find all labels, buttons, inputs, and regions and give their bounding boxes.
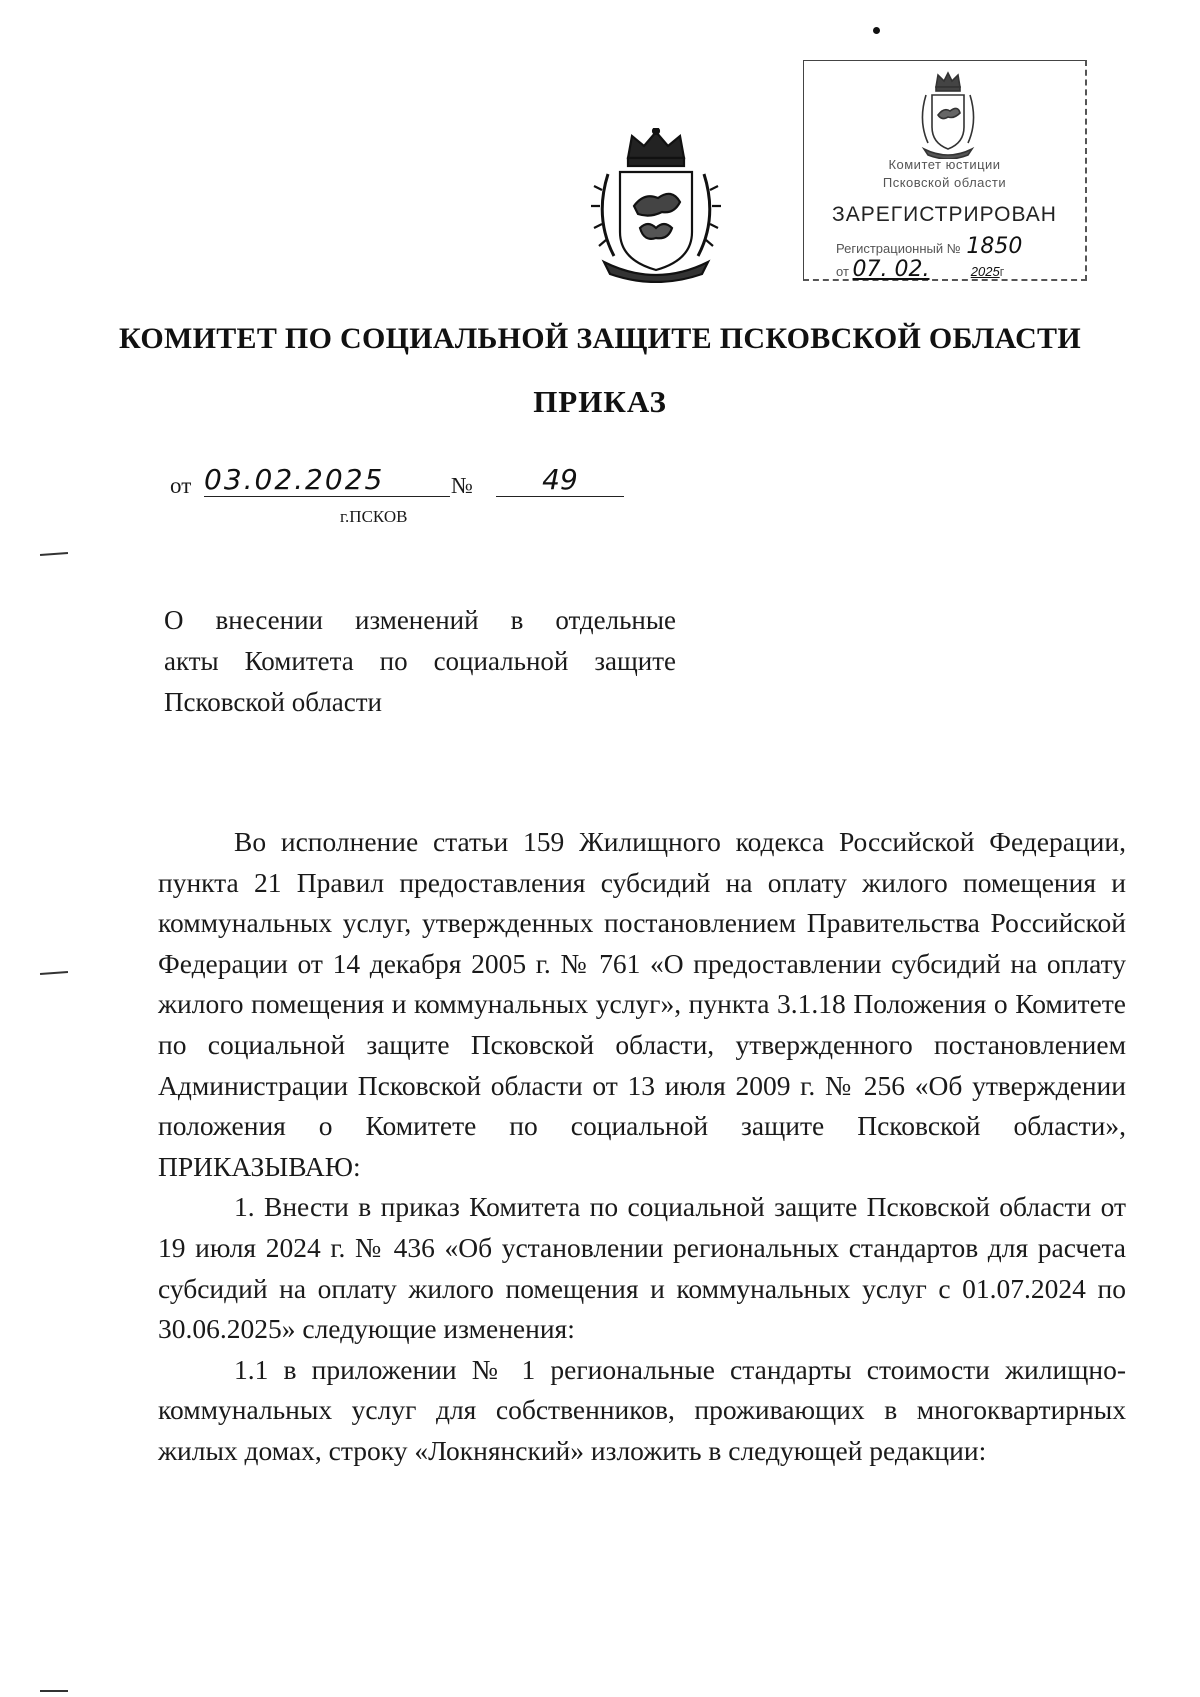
subject-line: Псковской области (164, 687, 383, 717)
stamp-number-label: Регистрационный № (836, 241, 961, 256)
stamp-date-year: 2025 (970, 264, 1000, 279)
stamp-date-value: 07. 02. (852, 257, 930, 282)
order-city: г.ПСКОВ (340, 507, 408, 526)
stamp-number-value: 1850 (966, 234, 1023, 259)
document-type-title: ПРИКАЗ (533, 384, 667, 419)
scan-speck (873, 27, 880, 34)
order-subject (164, 600, 676, 723)
subject-line: О внесении изменений в отдельные (164, 605, 676, 635)
order-body (158, 822, 1126, 1472)
stamp-date-row (836, 257, 1004, 282)
registration-stamp (803, 60, 1087, 281)
body-paragraph-item-1: 1. Внести в приказ Комитета по социальной защите Псковской области от 19 июля 2024 г. № 436 «Об установлении региональных стандартов для расчета субсидий на оплату жилого помещения и коммунальных услуг с 01.07.2024 по 30.06.2025» следующие изменения: (158, 1191, 1126, 1345)
margin-mark (40, 971, 68, 975)
margin-mark (40, 1690, 68, 1692)
order-number-sign: № (451, 473, 473, 498)
body-paragraph-preamble: Во исполнение статьи 159 Жилищного кодекса Российской Федерации, пункта 21 Правил предоставления субсидий на оплату жилого помещения и коммунальных услуг, утвержденных постановлением Правительства Российской Федерации от 14 декабря 2005 г. № 761 «О предоставлении субсидий на оплату жилого помещения и коммунальных услуг», пункта 3.1.18 Положения о Комитете по социальной защите Псковской области, утвержденного постановлением Администрации Псковской области от 13 июля 2009 г. № 256 «Об утверждении положения о Комитете по социальной защите Псковской области», ПРИКАЗЫВАЮ: (158, 826, 1126, 1182)
stamp-authority-line1: Комитет юстиции (888, 157, 1001, 172)
stamp-registered-label: ЗАРЕГИСТРИРОВАН (832, 203, 1057, 226)
subject-line: акты Комитета по социальной защите (164, 646, 676, 676)
stamp-number-row (836, 234, 1022, 259)
organization-title: КОМИТЕТ ПО СОЦИАЛЬНОЙ ЗАЩИТЕ ПСКОВСКОЙ ОБЛАСТИ (119, 322, 1081, 355)
order-number: 49 (496, 463, 624, 497)
body-paragraph-item-1-1: 1.1 в приложении № 1 региональные стандарты стоимости жилищно-коммунальных услуг для собственников, проживающих в многоквартирных жилых домах, строку «Локнянский» изложить в следующей редакции: (158, 1353, 1126, 1466)
stamp-coat-of-arms-icon (914, 71, 982, 159)
stamp-date-prefix: от (836, 264, 849, 279)
order-date-prefix: от (170, 473, 192, 498)
order-date: 03.02.2025 (204, 463, 450, 497)
coat-of-arms-icon (584, 128, 728, 283)
margin-mark (40, 552, 68, 556)
stamp-authority-line2: Псковской области (882, 175, 1007, 190)
stamp-date-suffix: г (999, 264, 1005, 279)
